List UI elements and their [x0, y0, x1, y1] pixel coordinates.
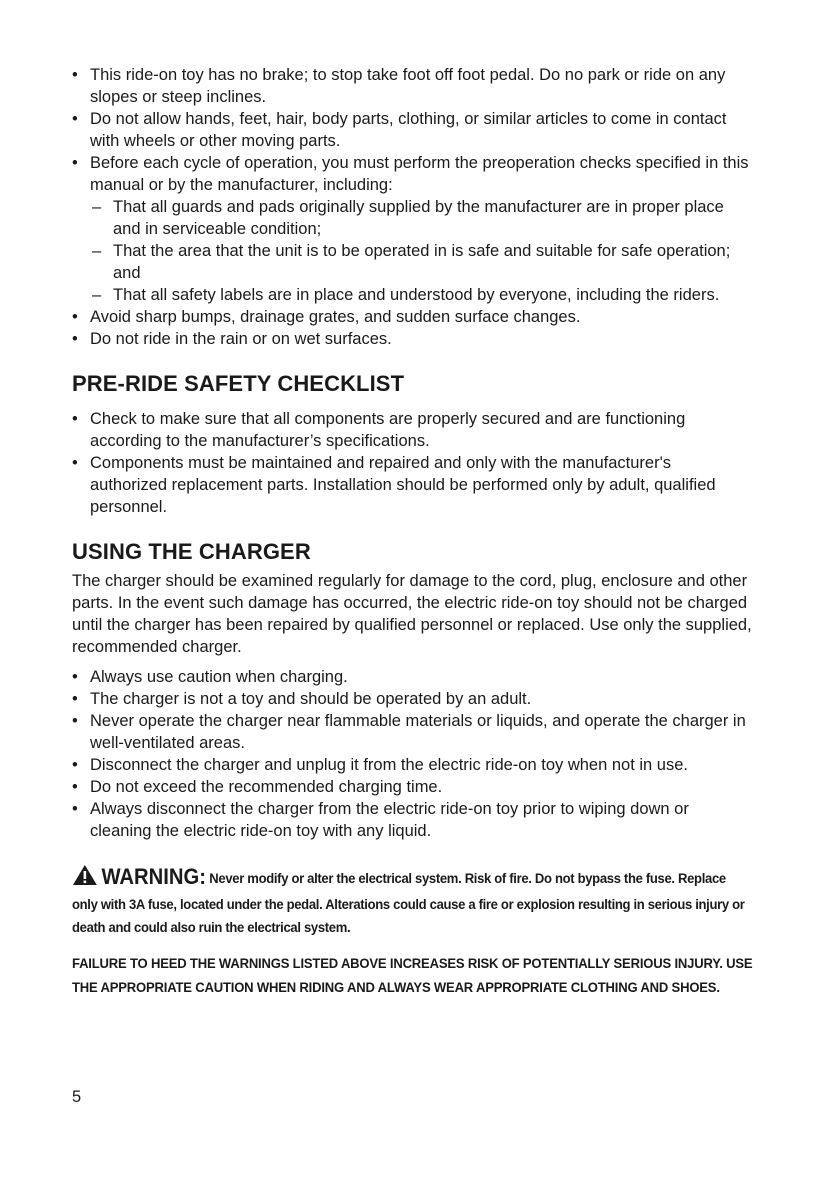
list-item: • This ride-on toy has no brake; to stop take foot off foot pedal. Do no park or ride on any slopes or steep inclines. [72, 64, 752, 108]
list-item: • Never operate the charger near flammable materials or liquids, and operate the charger in well-ventilated areas. [72, 710, 752, 754]
sub-list-item: – That all safety labels are in place and understood by everyone, including the riders. [92, 284, 752, 306]
manual-page [72, 64, 752, 1000]
list-item: • Do not allow hands, feet, hair, body parts, clothing, or similar articles to come in contact with wheels or other moving parts. [72, 108, 752, 152]
preoperation-checks-list [90, 196, 752, 306]
list-item: • Do not ride in the rain or on wet surfaces. [72, 328, 752, 350]
list-item [72, 152, 752, 306]
warning-triangle-icon [72, 864, 98, 894]
list-item: • Check to make sure that all components are properly secured and are functioning according to the manufacturer’s specifications. [72, 408, 752, 452]
list-item: • Components must be maintained and repaired and only with the manufacturer's authorized replacement parts. Installation should be performed only by adult, qualified personnel. [72, 452, 752, 518]
list-item: • Avoid sharp bumps, drainage grates, and sudden surface changes. [72, 306, 752, 328]
list-item: • Always use caution when charging. [72, 666, 752, 688]
warning-text: Never modify or alter the electrical system. Risk of fire. Do not bypass the fuse. Replace only with 3A fuse, located under the pedal. Alterations could cause a fire or explosion resulting in serious injury or death and could also ruin the electrical system. [72, 871, 745, 936]
failure-notice: FAILURE TO HEED THE WARNINGS LISTED ABOVE INCREASES RISK OF POTENTIALLY SERIOUS INJURY. USE THE APPROPRIATE CAUTION WHEN RIDING AND ALWAYS WEAR APPROPRIATE CLOTHING AND SHOES. [72, 956, 753, 996]
sub-list-item: – That all guards and pads originally supplied by the manufacturer are in proper place and in serviceable condition; [92, 196, 752, 240]
charger-paragraph: The charger should be examined regularly for damage to the cord, plug, enclosure and other parts. In the event such damage has occurred, the electric ride-on toy should not be charged until the charger has been repaired by qualified personnel or replaced. Use only the supplied, recommended charger. [72, 572, 752, 656]
warning-notice [72, 864, 753, 940]
list-item: • Do not exceed the recommended charging time. [72, 776, 752, 798]
charger-bullet-list [72, 666, 752, 842]
list-item-text: Before each cycle of operation, you must perform the preoperation checks specified in this manual or by the manufacturer, including: [90, 154, 749, 194]
checklist-bullet-list [72, 408, 752, 518]
warning-label: WARNING: [101, 864, 207, 889]
intro-bullet-list [72, 64, 752, 350]
page-number: 5 [72, 1088, 82, 1106]
sub-list-item: – That the area that the unit is to be operated in is safe and suitable for safe operation; and [92, 240, 752, 284]
list-item: • Always disconnect the charger from the electric ride-on toy prior to wiping down or cleaning the electric ride-on toy with any liquid. [72, 798, 752, 842]
list-item: • Disconnect the charger and unplug it from the electric ride-on toy when not in use. [72, 754, 752, 776]
charger-heading: USING THE CHARGER [72, 539, 311, 564]
list-item: • The charger is not a toy and should be operated by an adult. [72, 688, 752, 710]
checklist-heading: PRE-RIDE SAFETY CHECKLIST [72, 371, 405, 396]
